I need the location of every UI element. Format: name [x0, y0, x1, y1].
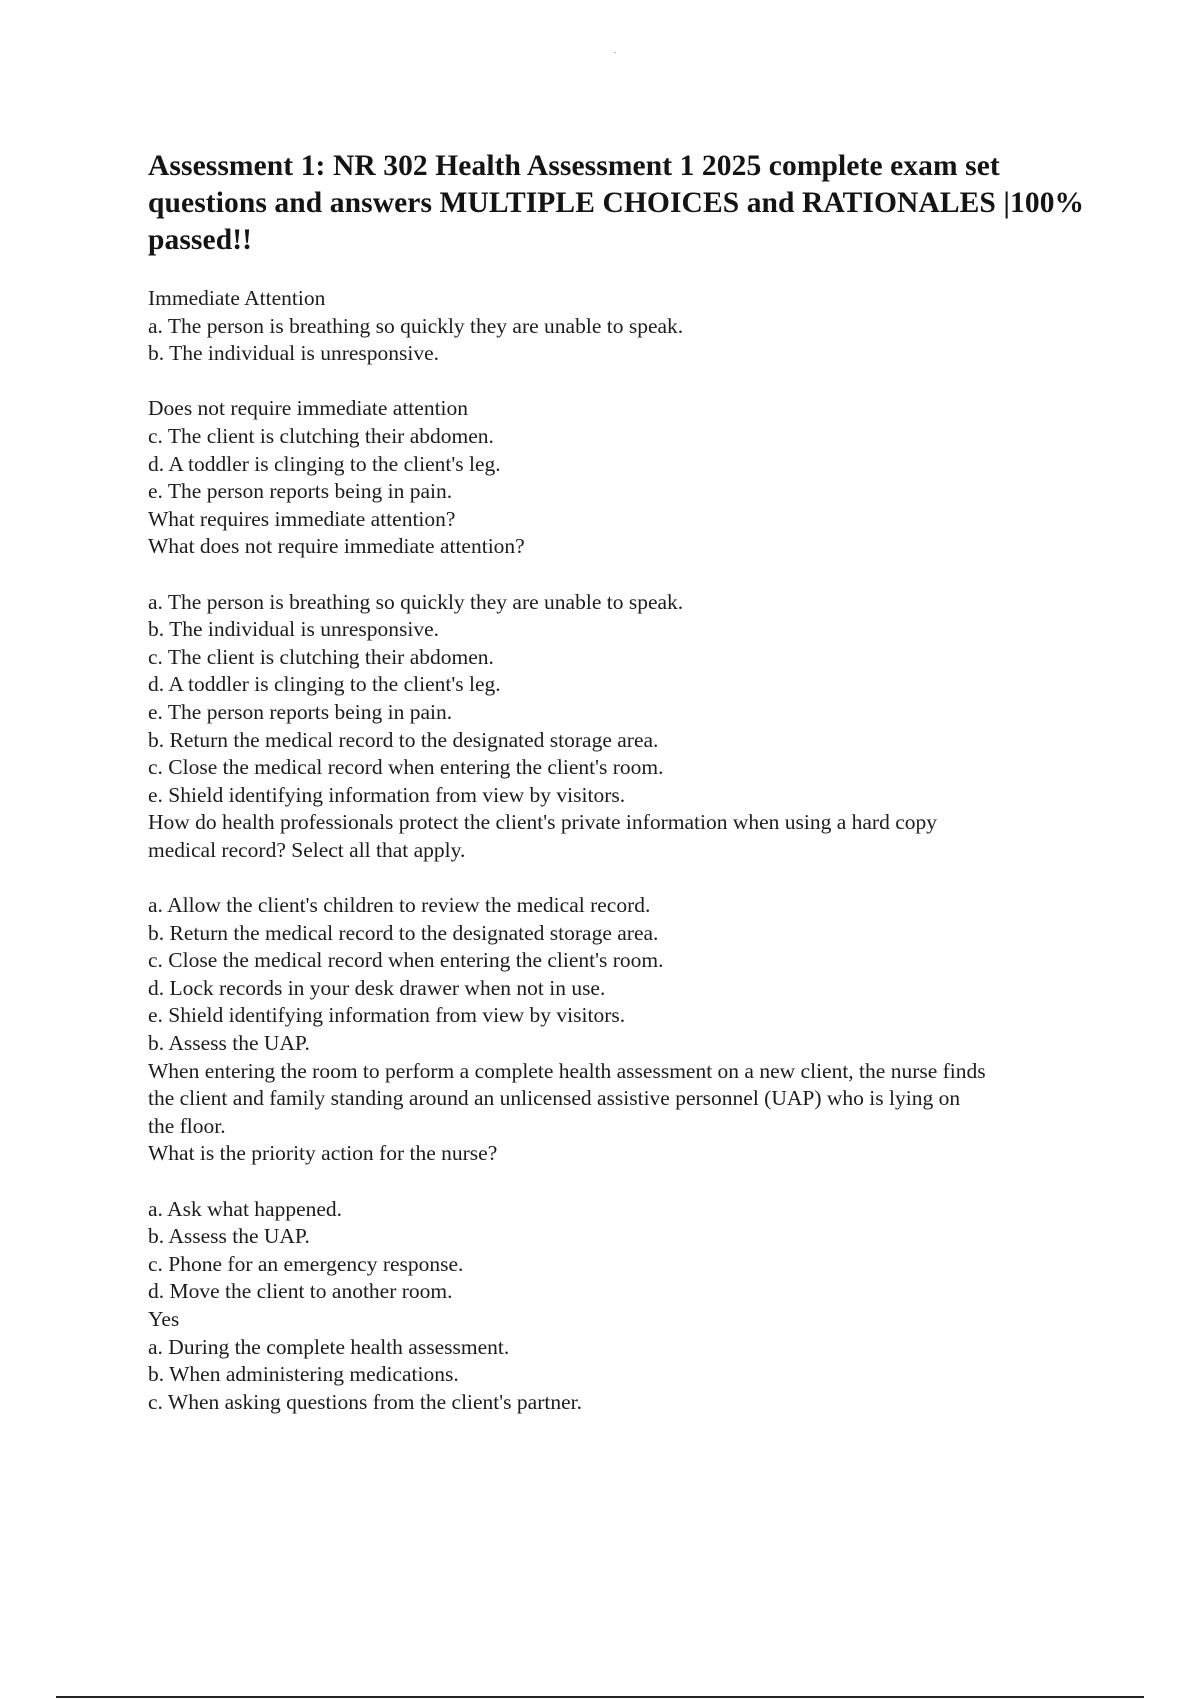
text-line: a. The person is breathing so quickly they are unable to speak. — [148, 313, 684, 338]
question-block — [148, 395, 1108, 561]
text-line: Yes — [148, 1306, 180, 1331]
text-line: What does not require immediate attention? — [148, 534, 525, 559]
text-line: When entering the room to perform a complete health assessment on a new client, the nurse finds — [148, 1058, 986, 1083]
question-block — [148, 1196, 1108, 1417]
text-line: b. Return the medical record to the designated storage area. — [148, 920, 659, 945]
text-line: a. Allow the client's children to review the medical record. — [148, 893, 651, 918]
text-line: e. The person reports being in pain. — [148, 479, 453, 504]
text-line: d. Move the client to another room. — [148, 1279, 453, 1304]
text-line: e. The person reports being in pain. — [148, 699, 453, 724]
text-line: a. The person is breathing so quickly they are unable to speak. — [148, 589, 684, 614]
text-line: d. A toddler is clinging to the client's leg. — [148, 451, 501, 476]
text-line: medical record? Select all that apply. — [148, 837, 466, 862]
text-line: c. Phone for an emergency response. — [148, 1251, 464, 1276]
page-bottom-rule — [56, 1696, 1144, 1698]
text-line: What requires immediate attention? — [148, 506, 456, 531]
text-line: the client and family standing around an unlicensed assistive personnel (UAP) who is lying on — [148, 1086, 961, 1111]
text-line: Immediate Attention — [148, 286, 326, 310]
scan-artifact-mark — [614, 52, 616, 53]
text-line: the floor. — [148, 1113, 226, 1138]
question-block — [148, 285, 1108, 368]
paragraph-gap — [148, 368, 1108, 396]
text-line: c. The client is clutching their abdomen. — [148, 423, 494, 448]
text-line: c. Close the medical record when entering the client's room. — [148, 948, 664, 973]
text-line: c. When asking questions from the client's partner. — [148, 1389, 582, 1414]
text-line: How do health professionals protect the client's private information when using a hard copy — [148, 810, 938, 835]
document-title: Assessment 1: NR 302 Health Assessment 1 2025 complete exam set questions and answers MULTIPLE CHOICES and RATIONALES |100% passed!! — [148, 150, 1085, 256]
text-line: b. The individual is unresponsive. — [148, 341, 440, 366]
text-line: d. Lock records in your desk drawer when not in use. — [148, 975, 606, 1000]
question-block — [148, 589, 1108, 865]
text-line: What is the priority action for the nurse? — [148, 1141, 498, 1166]
text-line: b. Assess the UAP. — [148, 1224, 310, 1249]
text-line: c. The client is clutching their abdomen. — [148, 644, 494, 669]
paragraph-gap — [148, 864, 1108, 892]
text-line: b. Return the medical record to the designated storage area. — [148, 727, 659, 752]
text-line: b. The individual is unresponsive. — [148, 617, 440, 642]
text-line: Does not require immediate attention — [148, 396, 469, 421]
question-block — [148, 892, 1108, 1168]
text-line: b. When administering medications. — [148, 1362, 459, 1387]
question-blocks — [148, 285, 1108, 1416]
text-line: e. Shield identifying information from view by visitors. — [148, 1003, 626, 1028]
text-line: d. A toddler is clinging to the client's leg. — [148, 672, 501, 697]
text-line: b. Assess the UAP. — [148, 1031, 310, 1056]
text-line: a. During the complete health assessment. — [148, 1334, 510, 1359]
text-line: c. Close the medical record when entering the client's room. — [148, 755, 664, 780]
paragraph-gap — [148, 1168, 1108, 1196]
paragraph-gap — [148, 561, 1108, 589]
document-body — [148, 148, 1108, 1416]
text-line: a. Ask what happened. — [148, 1196, 343, 1221]
text-line: e. Shield identifying information from view by visitors. — [148, 782, 626, 807]
